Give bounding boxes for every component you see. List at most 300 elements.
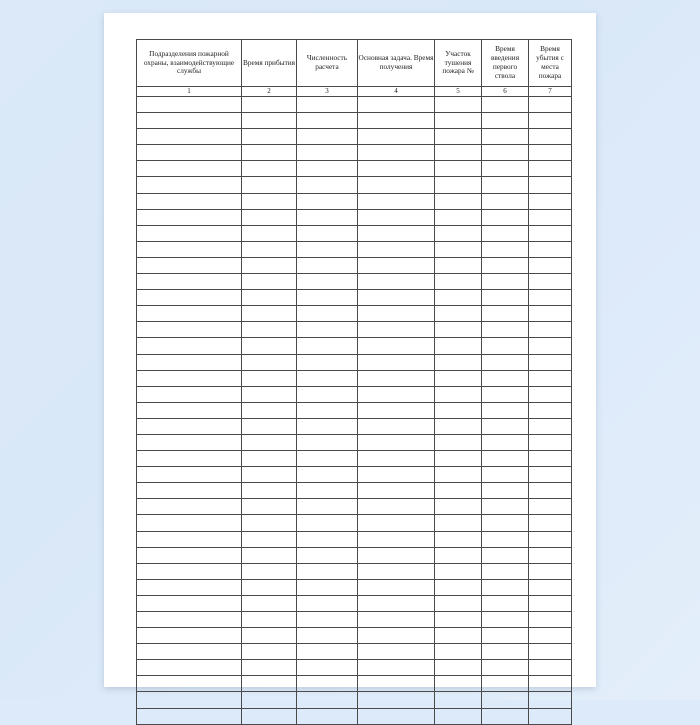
cell-departure-time[interactable]: [529, 225, 572, 241]
cell-sector-number[interactable]: [435, 515, 482, 531]
cell-departure-time[interactable]: [529, 563, 572, 579]
cell-arrival-time[interactable]: [242, 547, 297, 563]
cell-first-nozzle-time[interactable]: [482, 692, 529, 708]
cell-arrival-time[interactable]: [242, 708, 297, 724]
cell-main-task[interactable]: [358, 676, 435, 692]
table-row: [137, 499, 572, 515]
cell-sector-number[interactable]: [435, 354, 482, 370]
cell-crew-size[interactable]: [297, 547, 358, 563]
cell-arrival-time[interactable]: [242, 515, 297, 531]
cell-departure-time[interactable]: [529, 612, 572, 628]
table-row: [137, 241, 572, 257]
cell-first-nozzle-time[interactable]: [482, 434, 529, 450]
cell-first-nozzle-time[interactable]: [482, 129, 529, 145]
cell-departure-time[interactable]: [529, 290, 572, 306]
cell-main-task[interactable]: [358, 322, 435, 338]
cell-sector-number[interactable]: [435, 434, 482, 450]
cell-first-nozzle-time[interactable]: [482, 193, 529, 209]
cell-first-nozzle-time[interactable]: [482, 209, 529, 225]
table-row: [137, 418, 572, 434]
cell-first-nozzle-time[interactable]: [482, 612, 529, 628]
table-row: [137, 161, 572, 177]
cell-units[interactable]: [137, 193, 242, 209]
cell-main-task[interactable]: [358, 434, 435, 450]
cell-arrival-time[interactable]: [242, 338, 297, 354]
cell-units[interactable]: [137, 97, 242, 113]
cell-main-task[interactable]: [358, 563, 435, 579]
table-header: [137, 40, 572, 97]
cell-units[interactable]: [137, 225, 242, 241]
cell-sector-number[interactable]: [435, 145, 482, 161]
cell-first-nozzle-time[interactable]: [482, 257, 529, 273]
cell-crew-size[interactable]: [297, 451, 358, 467]
cell-main-task[interactable]: [358, 225, 435, 241]
cell-first-nozzle-time[interactable]: [482, 306, 529, 322]
cell-units[interactable]: [137, 129, 242, 145]
cell-departure-time[interactable]: [529, 628, 572, 644]
cell-crew-size[interactable]: [297, 209, 358, 225]
cell-units[interactable]: [137, 338, 242, 354]
cell-crew-size[interactable]: [297, 161, 358, 177]
cell-crew-size[interactable]: [297, 225, 358, 241]
cell-arrival-time[interactable]: [242, 225, 297, 241]
cell-sector-number[interactable]: [435, 628, 482, 644]
cell-crew-size[interactable]: [297, 692, 358, 708]
cell-main-task[interactable]: [358, 97, 435, 113]
cell-departure-time[interactable]: [529, 193, 572, 209]
cell-sector-number[interactable]: [435, 612, 482, 628]
cell-units[interactable]: [137, 451, 242, 467]
cell-arrival-time[interactable]: [242, 402, 297, 418]
cell-crew-size[interactable]: [297, 113, 358, 129]
table-row: [137, 692, 572, 708]
cell-main-task[interactable]: [358, 257, 435, 273]
column-header-crew-size: Численность расчета: [297, 40, 358, 87]
table-row: [137, 209, 572, 225]
cell-first-nozzle-time[interactable]: [482, 467, 529, 483]
cell-sector-number[interactable]: [435, 177, 482, 193]
cell-crew-size[interactable]: [297, 370, 358, 386]
cell-sector-number[interactable]: [435, 370, 482, 386]
cell-crew-size[interactable]: [297, 274, 358, 290]
cell-departure-time[interactable]: [529, 129, 572, 145]
cell-arrival-time[interactable]: [242, 177, 297, 193]
cell-departure-time[interactable]: [529, 145, 572, 161]
cell-departure-time[interactable]: [529, 531, 572, 547]
cell-units[interactable]: [137, 113, 242, 129]
cell-sector-number[interactable]: [435, 225, 482, 241]
cell-crew-size[interactable]: [297, 708, 358, 724]
cell-departure-time[interactable]: [529, 274, 572, 290]
cell-first-nozzle-time[interactable]: [482, 145, 529, 161]
cell-crew-size[interactable]: [297, 241, 358, 257]
cell-units[interactable]: [137, 547, 242, 563]
cell-arrival-time[interactable]: [242, 499, 297, 515]
cell-main-task[interactable]: [358, 547, 435, 563]
cell-sector-number[interactable]: [435, 113, 482, 129]
cell-departure-time[interactable]: [529, 660, 572, 676]
cell-departure-time[interactable]: [529, 322, 572, 338]
cell-crew-size[interactable]: [297, 290, 358, 306]
cell-main-task[interactable]: [358, 515, 435, 531]
cell-main-task[interactable]: [358, 113, 435, 129]
cell-crew-size[interactable]: [297, 386, 358, 402]
cell-first-nozzle-time[interactable]: [482, 579, 529, 595]
cell-first-nozzle-time[interactable]: [482, 386, 529, 402]
cell-units[interactable]: [137, 467, 242, 483]
cell-crew-size[interactable]: [297, 595, 358, 611]
cell-sector-number[interactable]: [435, 97, 482, 113]
cell-main-task[interactable]: [358, 612, 435, 628]
cell-main-task[interactable]: [358, 370, 435, 386]
cell-crew-size[interactable]: [297, 579, 358, 595]
cell-sector-number[interactable]: [435, 660, 482, 676]
column-number-row: [137, 87, 572, 97]
cell-main-task[interactable]: [358, 306, 435, 322]
cell-arrival-time[interactable]: [242, 595, 297, 611]
cell-main-task[interactable]: [358, 129, 435, 145]
cell-sector-number[interactable]: [435, 241, 482, 257]
cell-arrival-time[interactable]: [242, 161, 297, 177]
cell-first-nozzle-time[interactable]: [482, 660, 529, 676]
cell-first-nozzle-time[interactable]: [482, 241, 529, 257]
cell-units[interactable]: [137, 370, 242, 386]
cell-units[interactable]: [137, 531, 242, 547]
cell-departure-time[interactable]: [529, 113, 572, 129]
cell-sector-number[interactable]: [435, 451, 482, 467]
cell-crew-size[interactable]: [297, 306, 358, 322]
cell-sector-number[interactable]: [435, 209, 482, 225]
cell-crew-size[interactable]: [297, 402, 358, 418]
cell-sector-number[interactable]: [435, 563, 482, 579]
cell-arrival-time[interactable]: [242, 644, 297, 660]
cell-arrival-time[interactable]: [242, 257, 297, 273]
cell-first-nozzle-time[interactable]: [482, 225, 529, 241]
cell-units[interactable]: [137, 306, 242, 322]
cell-first-nozzle-time[interactable]: [482, 531, 529, 547]
cell-departure-time[interactable]: [529, 676, 572, 692]
cell-main-task[interactable]: [358, 483, 435, 499]
cell-units[interactable]: [137, 177, 242, 193]
cell-main-task[interactable]: [358, 644, 435, 660]
cell-crew-size[interactable]: [297, 483, 358, 499]
cell-units[interactable]: [137, 644, 242, 660]
cell-first-nozzle-time[interactable]: [482, 483, 529, 499]
cell-departure-time[interactable]: [529, 306, 572, 322]
cell-sector-number[interactable]: [435, 129, 482, 145]
cell-sector-number[interactable]: [435, 257, 482, 273]
cell-units[interactable]: [137, 708, 242, 724]
cell-crew-size[interactable]: [297, 660, 358, 676]
cell-arrival-time[interactable]: [242, 483, 297, 499]
cell-first-nozzle-time[interactable]: [482, 354, 529, 370]
cell-first-nozzle-time[interactable]: [482, 97, 529, 113]
fire-response-table: [136, 39, 572, 725]
cell-arrival-time[interactable]: [242, 467, 297, 483]
cell-units[interactable]: [137, 290, 242, 306]
cell-arrival-time[interactable]: [242, 660, 297, 676]
cell-crew-size[interactable]: [297, 177, 358, 193]
cell-main-task[interactable]: [358, 531, 435, 547]
cell-crew-size[interactable]: [297, 322, 358, 338]
cell-main-task[interactable]: [358, 692, 435, 708]
cell-arrival-time[interactable]: [242, 354, 297, 370]
cell-arrival-time[interactable]: [242, 306, 297, 322]
cell-crew-size[interactable]: [297, 676, 358, 692]
cell-departure-time[interactable]: [529, 547, 572, 563]
cell-arrival-time[interactable]: [242, 579, 297, 595]
cell-departure-time[interactable]: [529, 499, 572, 515]
table-row: [137, 274, 572, 290]
cell-crew-size[interactable]: [297, 563, 358, 579]
cell-crew-size[interactable]: [297, 467, 358, 483]
cell-departure-time[interactable]: [529, 209, 572, 225]
cell-first-nozzle-time[interactable]: [482, 628, 529, 644]
cell-first-nozzle-time[interactable]: [482, 418, 529, 434]
cell-departure-time[interactable]: [529, 483, 572, 499]
cell-arrival-time[interactable]: [242, 274, 297, 290]
table-row: [137, 257, 572, 273]
cell-sector-number[interactable]: [435, 193, 482, 209]
cell-departure-time[interactable]: [529, 354, 572, 370]
cell-departure-time[interactable]: [529, 692, 572, 708]
cell-units[interactable]: [137, 386, 242, 402]
cell-arrival-time[interactable]: [242, 386, 297, 402]
cell-units[interactable]: [137, 563, 242, 579]
cell-main-task[interactable]: [358, 499, 435, 515]
cell-main-task[interactable]: [358, 386, 435, 402]
cell-arrival-time[interactable]: [242, 531, 297, 547]
cell-departure-time[interactable]: [529, 708, 572, 724]
table-row: [137, 515, 572, 531]
cell-sector-number[interactable]: [435, 306, 482, 322]
cell-main-task[interactable]: [358, 708, 435, 724]
cell-crew-size[interactable]: [297, 354, 358, 370]
cell-units[interactable]: [137, 434, 242, 450]
cell-units[interactable]: [137, 354, 242, 370]
cell-departure-time[interactable]: [529, 370, 572, 386]
cell-crew-size[interactable]: [297, 193, 358, 209]
cell-units[interactable]: [137, 595, 242, 611]
cell-main-task[interactable]: [358, 241, 435, 257]
cell-departure-time[interactable]: [529, 434, 572, 450]
cell-crew-size[interactable]: [297, 515, 358, 531]
column-header-sector-number: Участок тушения пожара №: [435, 40, 482, 87]
cell-sector-number[interactable]: [435, 322, 482, 338]
cell-arrival-time[interactable]: [242, 113, 297, 129]
cell-first-nozzle-time[interactable]: [482, 161, 529, 177]
cell-main-task[interactable]: [358, 595, 435, 611]
cell-first-nozzle-time[interactable]: [482, 274, 529, 290]
cell-first-nozzle-time[interactable]: [482, 290, 529, 306]
cell-arrival-time[interactable]: [242, 628, 297, 644]
cell-arrival-time[interactable]: [242, 612, 297, 628]
cell-main-task[interactable]: [358, 290, 435, 306]
cell-sector-number[interactable]: [435, 290, 482, 306]
cell-main-task[interactable]: [358, 467, 435, 483]
table-row: [137, 322, 572, 338]
cell-units[interactable]: [137, 612, 242, 628]
cell-first-nozzle-time[interactable]: [482, 338, 529, 354]
header-row: [137, 40, 572, 87]
cell-units[interactable]: [137, 660, 242, 676]
cell-departure-time[interactable]: [529, 177, 572, 193]
cell-first-nozzle-time[interactable]: [482, 708, 529, 724]
cell-arrival-time[interactable]: [242, 434, 297, 450]
table-row: [137, 177, 572, 193]
cell-departure-time[interactable]: [529, 418, 572, 434]
cell-main-task[interactable]: [358, 579, 435, 595]
cell-departure-time[interactable]: [529, 644, 572, 660]
table-row: [137, 483, 572, 499]
cell-sector-number[interactable]: [435, 531, 482, 547]
cell-crew-size[interactable]: [297, 338, 358, 354]
cell-sector-number[interactable]: [435, 402, 482, 418]
cell-arrival-time[interactable]: [242, 322, 297, 338]
column-header-units: Подразделения пожарной охраны, взаимодействующие службы: [137, 40, 242, 87]
cell-crew-size[interactable]: [297, 612, 358, 628]
cell-sector-number[interactable]: [435, 579, 482, 595]
cell-departure-time[interactable]: [529, 338, 572, 354]
cell-sector-number[interactable]: [435, 483, 482, 499]
column-number-4: 4: [358, 87, 435, 97]
table-row: [137, 660, 572, 676]
cell-arrival-time[interactable]: [242, 145, 297, 161]
cell-main-task[interactable]: [358, 161, 435, 177]
cell-sector-number[interactable]: [435, 676, 482, 692]
cell-arrival-time[interactable]: [242, 370, 297, 386]
cell-units[interactable]: [137, 274, 242, 290]
cell-main-task[interactable]: [358, 628, 435, 644]
cell-departure-time[interactable]: [529, 257, 572, 273]
cell-units[interactable]: [137, 676, 242, 692]
cell-arrival-time[interactable]: [242, 241, 297, 257]
cell-crew-size[interactable]: [297, 257, 358, 273]
cell-first-nozzle-time[interactable]: [482, 499, 529, 515]
cell-crew-size[interactable]: [297, 499, 358, 515]
table-row: [137, 402, 572, 418]
cell-arrival-time[interactable]: [242, 563, 297, 579]
cell-first-nozzle-time[interactable]: [482, 370, 529, 386]
cell-crew-size[interactable]: [297, 418, 358, 434]
cell-crew-size[interactable]: [297, 531, 358, 547]
cell-first-nozzle-time[interactable]: [482, 322, 529, 338]
cell-first-nozzle-time[interactable]: [482, 402, 529, 418]
cell-arrival-time[interactable]: [242, 129, 297, 145]
cell-sector-number[interactable]: [435, 708, 482, 724]
column-number-2: 2: [242, 87, 297, 97]
cell-first-nozzle-time[interactable]: [482, 177, 529, 193]
cell-arrival-time[interactable]: [242, 451, 297, 467]
cell-crew-size[interactable]: [297, 145, 358, 161]
cell-units[interactable]: [137, 241, 242, 257]
cell-sector-number[interactable]: [435, 386, 482, 402]
cell-arrival-time[interactable]: [242, 676, 297, 692]
cell-first-nozzle-time[interactable]: [482, 595, 529, 611]
cell-first-nozzle-time[interactable]: [482, 547, 529, 563]
cell-arrival-time[interactable]: [242, 209, 297, 225]
cell-main-task[interactable]: [358, 338, 435, 354]
cell-departure-time[interactable]: [529, 97, 572, 113]
cell-sector-number[interactable]: [435, 418, 482, 434]
cell-units[interactable]: [137, 515, 242, 531]
cell-arrival-time[interactable]: [242, 692, 297, 708]
cell-crew-size[interactable]: [297, 644, 358, 660]
cell-units[interactable]: [137, 483, 242, 499]
cell-sector-number[interactable]: [435, 467, 482, 483]
cell-arrival-time[interactable]: [242, 97, 297, 113]
cell-units[interactable]: [137, 145, 242, 161]
cell-departure-time[interactable]: [529, 386, 572, 402]
cell-units[interactable]: [137, 161, 242, 177]
cell-units[interactable]: [137, 418, 242, 434]
cell-sector-number[interactable]: [435, 644, 482, 660]
cell-units[interactable]: [137, 579, 242, 595]
cell-arrival-time[interactable]: [242, 193, 297, 209]
cell-sector-number[interactable]: [435, 692, 482, 708]
cell-departure-time[interactable]: [529, 467, 572, 483]
cell-crew-size[interactable]: [297, 628, 358, 644]
cell-departure-time[interactable]: [529, 161, 572, 177]
cell-main-task[interactable]: [358, 402, 435, 418]
cell-main-task[interactable]: [358, 354, 435, 370]
cell-sector-number[interactable]: [435, 499, 482, 515]
cell-units[interactable]: [137, 402, 242, 418]
cell-units[interactable]: [137, 628, 242, 644]
cell-crew-size[interactable]: [297, 434, 358, 450]
cell-units[interactable]: [137, 499, 242, 515]
cell-main-task[interactable]: [358, 274, 435, 290]
cell-arrival-time[interactable]: [242, 418, 297, 434]
cell-departure-time[interactable]: [529, 402, 572, 418]
cell-units[interactable]: [137, 209, 242, 225]
cell-departure-time[interactable]: [529, 515, 572, 531]
cell-sector-number[interactable]: [435, 161, 482, 177]
cell-units[interactable]: [137, 322, 242, 338]
cell-sector-number[interactable]: [435, 338, 482, 354]
cell-sector-number[interactable]: [435, 595, 482, 611]
cell-departure-time[interactable]: [529, 595, 572, 611]
cell-main-task[interactable]: [358, 145, 435, 161]
cell-departure-time[interactable]: [529, 451, 572, 467]
cell-first-nozzle-time[interactable]: [482, 563, 529, 579]
cell-arrival-time[interactable]: [242, 290, 297, 306]
cell-units[interactable]: [137, 257, 242, 273]
cell-crew-size[interactable]: [297, 129, 358, 145]
table-row: [137, 434, 572, 450]
cell-departure-time[interactable]: [529, 579, 572, 595]
cell-main-task[interactable]: [358, 177, 435, 193]
table-row: [137, 193, 572, 209]
cell-sector-number[interactable]: [435, 274, 482, 290]
cell-first-nozzle-time[interactable]: [482, 644, 529, 660]
cell-main-task[interactable]: [358, 418, 435, 434]
cell-units[interactable]: [137, 692, 242, 708]
cell-first-nozzle-time[interactable]: [482, 113, 529, 129]
cell-first-nozzle-time[interactable]: [482, 451, 529, 467]
cell-main-task[interactable]: [358, 660, 435, 676]
cell-sector-number[interactable]: [435, 547, 482, 563]
cell-main-task[interactable]: [358, 193, 435, 209]
cell-crew-size[interactable]: [297, 97, 358, 113]
cell-main-task[interactable]: [358, 209, 435, 225]
cell-first-nozzle-time[interactable]: [482, 676, 529, 692]
cell-departure-time[interactable]: [529, 241, 572, 257]
cell-first-nozzle-time[interactable]: [482, 515, 529, 531]
table-row: [137, 451, 572, 467]
cell-main-task[interactable]: [358, 451, 435, 467]
column-header-main-task: Основная задача. Время получения: [358, 40, 435, 87]
